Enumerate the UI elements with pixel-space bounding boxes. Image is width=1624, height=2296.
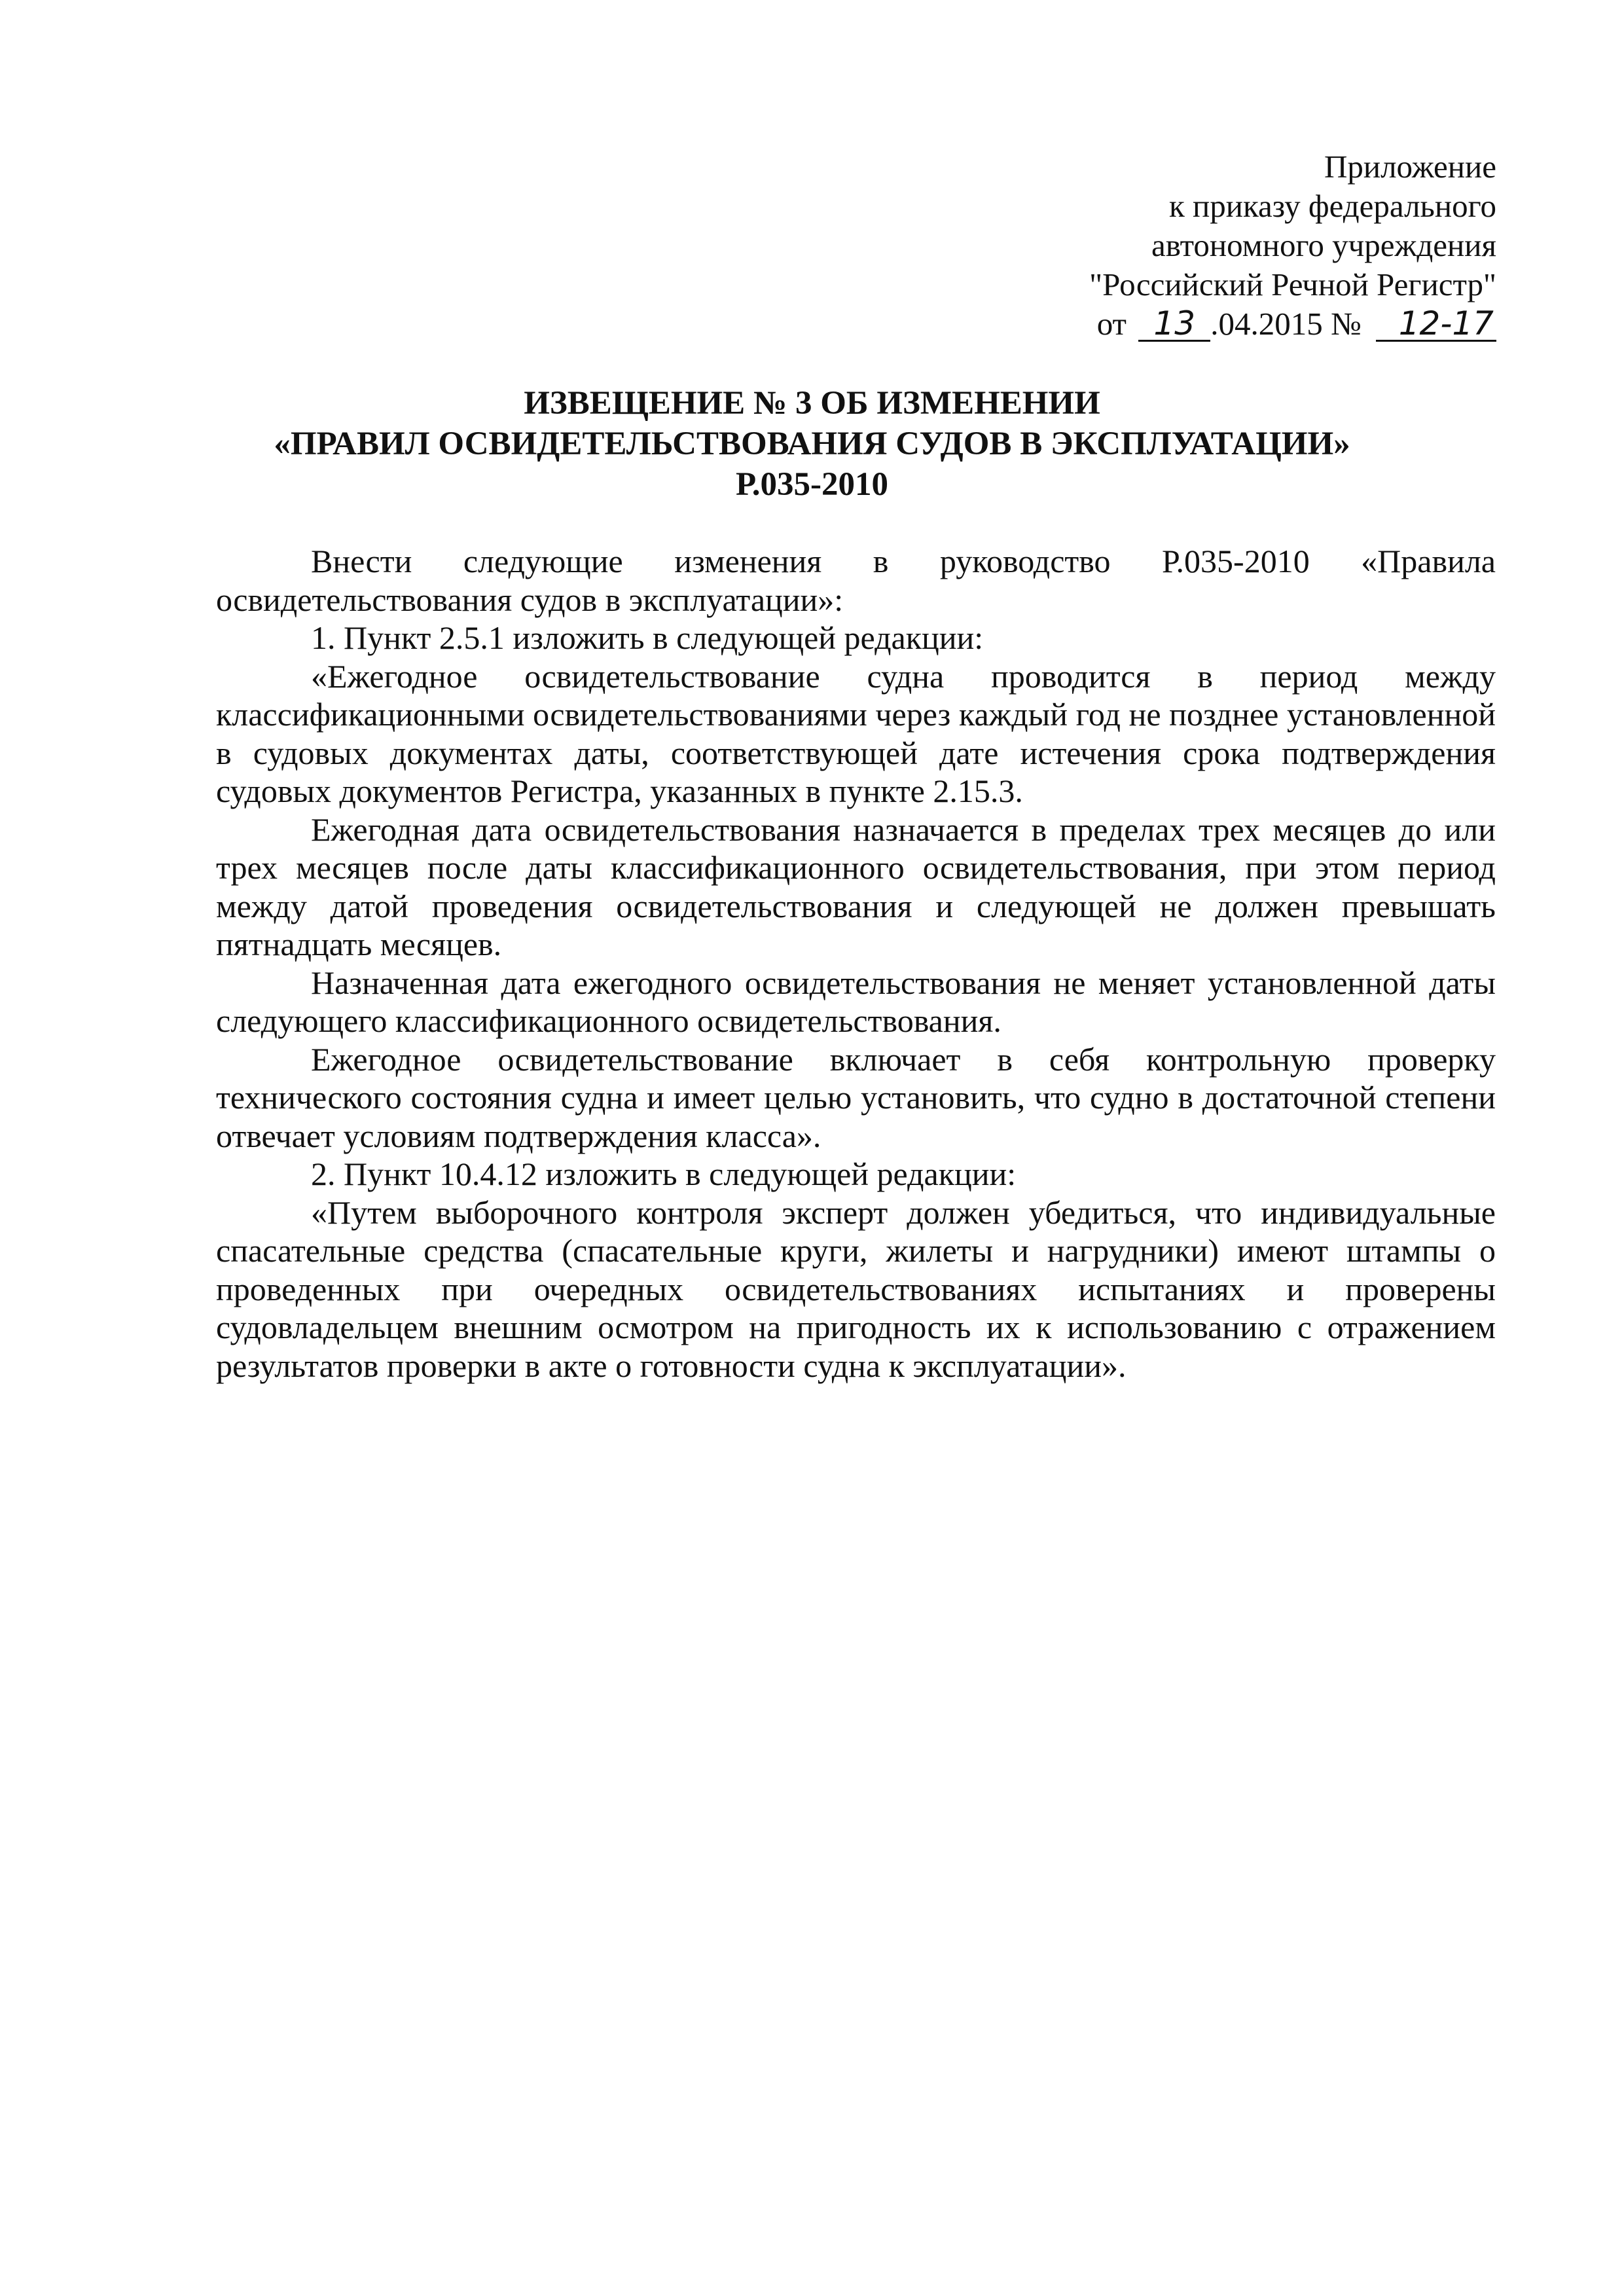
- paragraph-annual-survey: «Ежегодное освидетельствование судна проводится в период между классификационными освидетельствованиями через каждый год не позднее установленной в судовых документах даты, соответствующей дате истечения срока подтверждения судовых документов Регистра, указанных в пункте 2.15.3.: [216, 657, 1496, 809]
- paragraph-intro: Внести следующие изменения в руководство Р.035-2010 «Правила освидетельствования судов в эксплуатации»:: [216, 543, 1496, 618]
- handwritten-day: 13: [1138, 307, 1210, 342]
- title-line-2: «ПРАВИЛ ОСВИДЕТЕЛЬСТВОВАНИЯ СУДОВ В ЭКСПЛУАТАЦИИ»: [274, 426, 1350, 462]
- paragraph-annual-date: Ежегодная дата освидетельствования назначается в пределах трех месяцев до или трех месяцев после даты классификационного освидетельствования, при этом период между датой проведения освидетельствования и следующей не должен превышать пятнадцать месяцев.: [216, 811, 1496, 962]
- appendix-line-2: к приказу федерального: [1168, 188, 1496, 224]
- date-rest: .04.2015 №: [1210, 306, 1362, 342]
- title-line-3: Р.035-2010: [735, 466, 888, 503]
- title-line-1: ИЗВЕЩЕНИЕ № 3 ОБ ИЗМЕНЕНИИ: [524, 385, 1100, 422]
- date-prefix: от: [1096, 306, 1127, 342]
- paragraph-item-1: 1. Пункт 2.5.1 изложить в следующей редакции:: [311, 619, 984, 656]
- appendix-line-4: "Российский Речной Регистр": [1089, 266, 1496, 302]
- appendix-header: [1089, 147, 1496, 344]
- paragraph-survey-scope: Ежегодное освидетельствование включает в себя контрольную проверку технического состояния судна и имеет целью установить, что судно в достаточной степени отвечает условиям подтверждения класса».: [216, 1040, 1496, 1154]
- handwritten-order-number: 12-17: [1376, 307, 1496, 342]
- paragraph-assigned-date: Назначенная дата ежегодного освидетельствования не меняет установленной даты следующего классификационного освидетельствования.: [216, 964, 1496, 1039]
- appendix-line-1: Приложение: [1324, 149, 1496, 185]
- document-body: [216, 542, 1496, 1385]
- appendix-date-line: [1089, 304, 1496, 344]
- document-title: [0, 383, 1624, 505]
- appendix-line-3: автономного учреждения: [1151, 227, 1496, 263]
- paragraph-item-2: 2. Пункт 10.4.12 изложить в следующей редакции:: [311, 1156, 1017, 1192]
- paragraph-lifesaving: «Путем выборочного контроля эксперт должен убедиться, что индивидуальные спасательные средства (спасательные круги, жилеты и нагрудники) имеют штампы о проведенных при очередных освидетельствованиях испытаниях и проверены судовладельцем внешним осмотром на пригодность их к использованию с отражением результатов проверки в акте о готовности судна к эксплуатации».: [216, 1194, 1496, 1384]
